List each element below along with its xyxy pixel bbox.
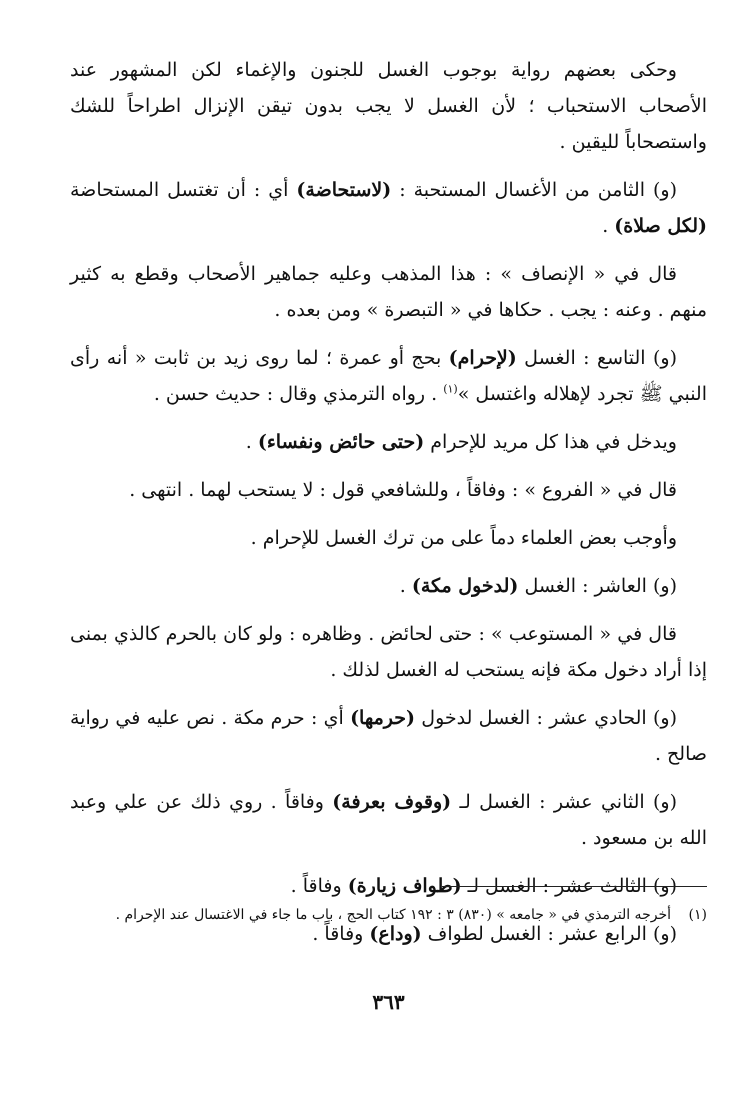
bold-term: (حتى حائض ونفساء)	[257, 431, 425, 453]
paragraph	[70, 568, 707, 604]
footnote-text: أخرجه الترمذي في « جامعه » (٨٣٠) ٣ : ١٩٢ كتاب الحج ، باب ما جاء في الاغتسال عند الإحرام .	[115, 907, 671, 923]
text-run: .	[399, 575, 412, 597]
text-run: أي : حرم مكة . نص عليه في رواية صالح .	[70, 707, 707, 765]
bold-term: (وقوف بعرفة)	[332, 791, 452, 813]
footnote-ref: (١)	[443, 382, 458, 396]
text-run: قال في « الفروع » : وفاقاً ، وللشافعي قول : لا يستحب لهما . انتهى .	[129, 479, 677, 501]
text-run: بحج أو عمرة ؛ لما روى زيد بن ثابت « أنه رأى النبي ﷺ تجرد لإهلاله واغتسل »	[70, 347, 707, 405]
text-run: (و)	[646, 923, 677, 945]
text-run: (و)	[644, 791, 677, 813]
text-run: الثاني عشر : الغسل لـ	[451, 791, 645, 813]
text-run: (و)	[645, 347, 678, 369]
bold-term: (لكل صلاة)	[614, 215, 707, 237]
text-run: .	[245, 431, 258, 453]
paragraph	[70, 172, 707, 244]
paragraph	[70, 424, 707, 460]
text-run: (و)	[646, 575, 677, 597]
book-page	[70, 52, 707, 1055]
footnote-number: (١)	[688, 907, 707, 923]
text-run: (و)	[646, 875, 677, 897]
paragraph	[70, 784, 707, 856]
text-run: ويدخل في هذا كل مريد للإحرام	[424, 431, 677, 453]
text-run: . رواه الترمذي وقال : حديث حسن .	[153, 383, 444, 405]
page-number: ٣٦٣	[372, 990, 405, 1014]
text-run: .	[602, 215, 615, 237]
bold-term: (لدخول مكة)	[411, 575, 519, 597]
text-run: الرابع عشر : الغسل لطواف	[421, 923, 647, 945]
text-run: وأوجب بعض العلماء دماً على من ترك الغسل للإحرام .	[250, 527, 677, 549]
bold-term: (طواف زيارة)	[347, 875, 462, 897]
paragraph	[70, 616, 707, 688]
text-run: قال في « الإنصاف » : هذا المذهب وعليه جماهير الأصحاب وقطع به كثير منهم . وعنه : يجب . حكاها في « التبصرة » ومن بعده .	[70, 263, 707, 321]
text-run: (و)	[646, 707, 677, 729]
text-run: التاسع : الغسل	[516, 347, 646, 369]
paragraph	[70, 340, 707, 412]
bold-term: (لاستحاضة)	[296, 179, 392, 201]
text-run: قال في « المستوعب » : حتى لحائض . وظاهره : ولو كان بالحرم كالذي بمنى إذا أراد دخول مكة فإنه يستحب له الغسل لذلك .	[70, 623, 707, 681]
paragraph	[70, 520, 707, 556]
main-text	[70, 52, 707, 952]
footnote	[70, 902, 707, 928]
text-run: وفاقاً .	[312, 923, 370, 945]
bold-term: (وداع)	[369, 923, 422, 945]
text-run: العاشر : الغسل	[518, 575, 647, 597]
footnote-separator	[442, 886, 707, 887]
paragraph	[70, 472, 707, 508]
text-run: وحكى بعضهم رواية بوجوب الغسل للجنون والإغماء لكن المشهور عند الأصحاب الاستحباب ؛ لأن الغسل لا يجب بدون تيقن الإنزال اطراحاً للشك واستصحاباً لليقين .	[70, 59, 707, 153]
text-run: وفاقاً .	[290, 875, 348, 897]
text-run: الحادي عشر : الغسل لدخول	[415, 707, 647, 729]
bold-term: (لإحرام)	[448, 347, 517, 369]
text-run: أي : أن تغتسل المستحاضة	[70, 179, 297, 201]
bold-term: (حرمها)	[350, 707, 415, 729]
paragraph	[70, 256, 707, 328]
text-run: (و)	[645, 179, 677, 201]
text-run: وفاقاً . روي ذلك عن علي وعبد الله بن مسعود .	[70, 791, 707, 849]
text-run: الثالث عشر : الغسل لـ	[461, 875, 647, 897]
paragraph	[70, 52, 707, 160]
text-run: الثامن من الأغسال المستحبة :	[391, 179, 645, 201]
paragraph	[70, 700, 707, 772]
